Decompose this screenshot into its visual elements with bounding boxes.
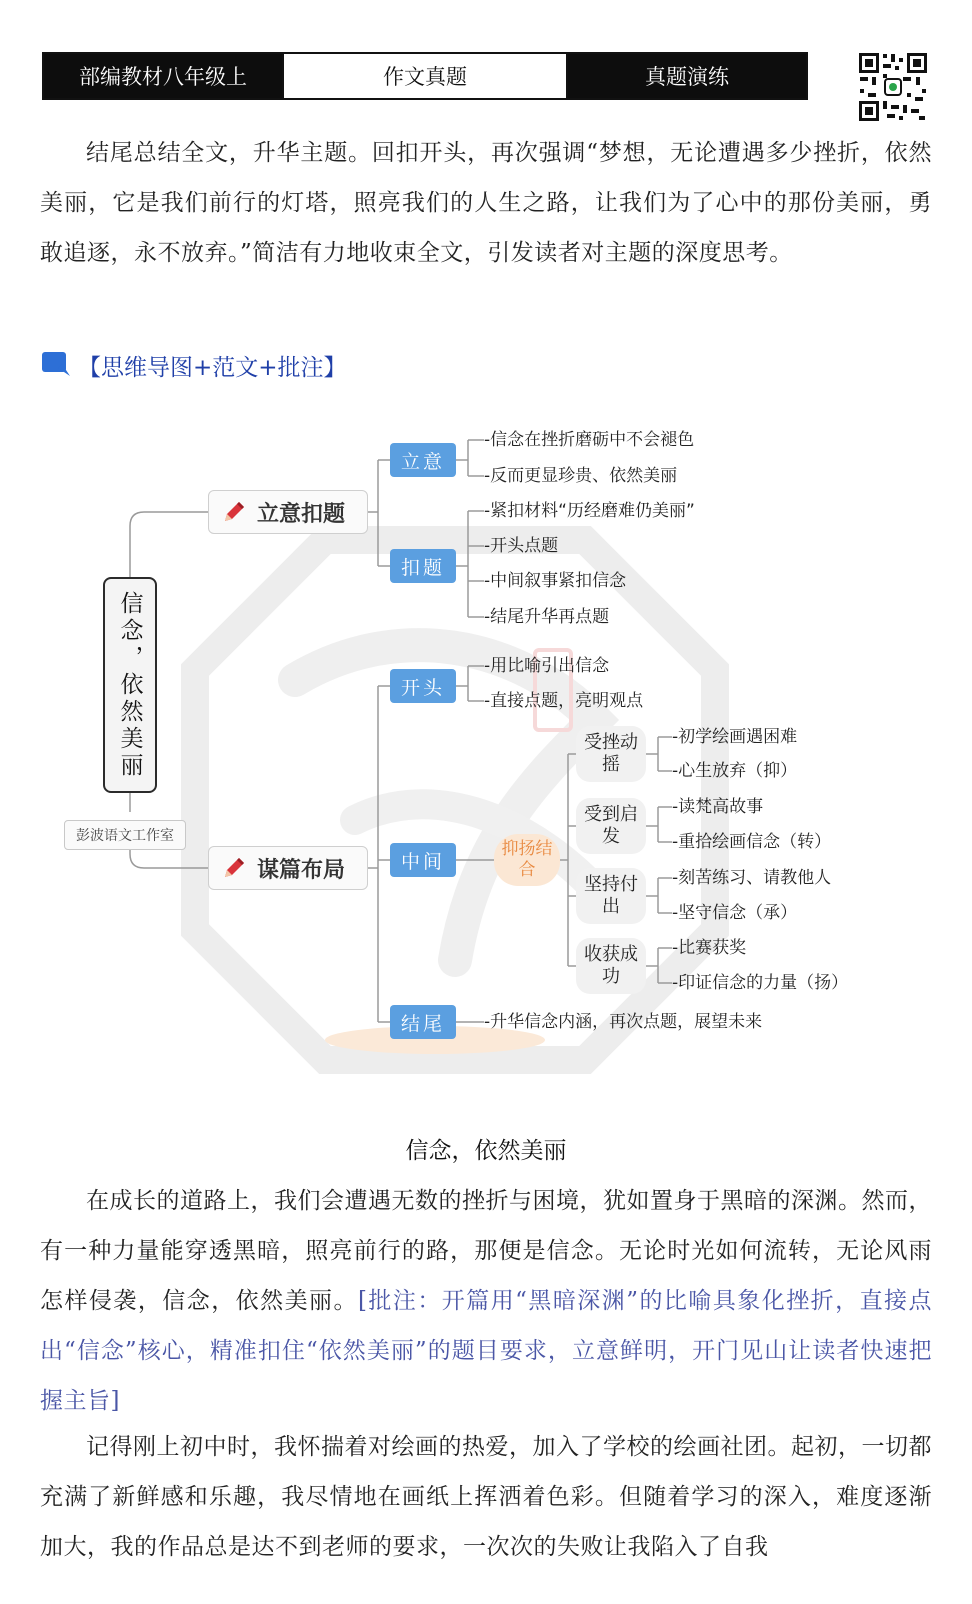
root-label: 信念，依然美丽 (116, 590, 143, 780)
branch-layout-label: 谋篇布局 (257, 857, 346, 883)
section-heading (42, 348, 347, 382)
leaf-inspired-1: -读梵高故事 (672, 797, 764, 817)
leaf-jiewei-1: -升华信念内涵，再次点题，展望未来 (484, 1012, 763, 1032)
node-contrast-style: 抑扬结合 (494, 834, 560, 886)
intro-paragraph: 结尾总结全文，升华主题。回扣开头，再次强调“梦想，无论遭遇多少挫折，依然美丽，它是我们前行的灯塔，照亮我们的人生之路，让我们为了心中的那份美丽，勇敢追逐，永不放弃。”简洁有力地收束全文，引发读者对主题的深度思考。 (40, 140, 932, 266)
leaf-success-1: -比赛获奖 (672, 938, 747, 958)
branch-theme-label: 立意扣题 (257, 501, 346, 527)
pencil-icon (221, 855, 247, 881)
essay-title: 信念，依然美丽 (405, 1138, 567, 1164)
node-zhongjian: 中间 (390, 843, 456, 877)
header-grade: 部编教材八年级上 (44, 54, 282, 98)
essay-paragraph-2: 记得刚上初中时，我怀揣着对绘画的热爱，加入了学校的绘画社团。起初，一切都充满了新鲜感和乐趣，我尽情地在画纸上挥洒着色彩。但随着学习的深入，难度逐渐加大，我的作品总是达不到老师的要求，一次次的失败让我陷入了自我 (40, 1434, 932, 1560)
leaf-liyi-2: -反而更显珍贵、依然美丽 (484, 466, 678, 486)
leaf-inspired-2: -重拾绘画信念（转） (672, 832, 832, 852)
header-bar (42, 52, 808, 100)
mind-map (0, 400, 972, 1120)
group-persist: 坚持付出 (576, 868, 646, 924)
leaf-success-2: -印证信念的力量（扬） (672, 973, 849, 993)
essay-paragraph-1 (40, 1176, 932, 1426)
leaf-setback-1: -初学绘画遇困难 (672, 727, 798, 747)
branch-theme-node (208, 490, 368, 534)
node-jiewei: 结尾 (390, 1005, 456, 1039)
essay-paragraph-1-text: 在成长的道路上，我们会遭遇无数的挫折与困境，犹如置身于黑暗的深渊。然而，有一种力量能穿透黑暗，照亮前行的路，那便是信念。无论时光如何流转，无论风雨怎样侵袭，信念，依然美丽。 (40, 1188, 932, 1314)
leaf-kouti-4: -结尾升华再点题 (484, 607, 610, 627)
qr-code-icon (858, 52, 928, 122)
node-kouti: 扣题 (390, 549, 456, 583)
group-inspired: 受到启发 (576, 798, 646, 854)
header-practice: 真题演练 (568, 54, 806, 98)
branch-layout-node (208, 846, 368, 890)
bookmark-icon (42, 352, 72, 378)
section-title: 【思维导图+范文+批注】 (78, 354, 347, 381)
leaf-kaitou-1: -用比喻引出信念 (484, 656, 610, 676)
pencil-icon (221, 499, 247, 525)
studio-label: 彭波语文工作室 (64, 820, 186, 850)
group-success: 收获成功 (576, 938, 646, 994)
annotation-note: [批注：开篇用“黑暗深渊”的比喻具象化挫折，直接点出“信念”核心，精准扣住“依然美丽”的题目要求，立意鲜明，开门见山让读者快速把握主旨] (40, 1288, 933, 1414)
leaf-kouti-1: -紧扣材料“历经磨难仍美丽” (484, 501, 695, 521)
header-category: 作文真题 (282, 54, 568, 98)
leaf-persist-1: -刻苦练习、请教他人 (672, 868, 832, 888)
leaf-kouti-3: -中间叙事紧扣信念 (484, 571, 627, 591)
leaf-kouti-2: -开头点题 (484, 536, 559, 556)
leaf-kaitou-2: -直接点题，亮明观点 (484, 691, 644, 711)
node-liyi: 立意 (390, 443, 456, 477)
node-kaitou: 开头 (390, 669, 456, 703)
leaf-setback-2: -心生放弃（抑） (672, 761, 798, 781)
group-setback: 受挫动摇 (576, 726, 646, 782)
leaf-persist-2: -坚守信念（承） (672, 903, 798, 923)
mind-map-root (103, 577, 157, 793)
leaf-liyi-1: -信念在挫折磨砺中不会褪色 (484, 430, 695, 450)
